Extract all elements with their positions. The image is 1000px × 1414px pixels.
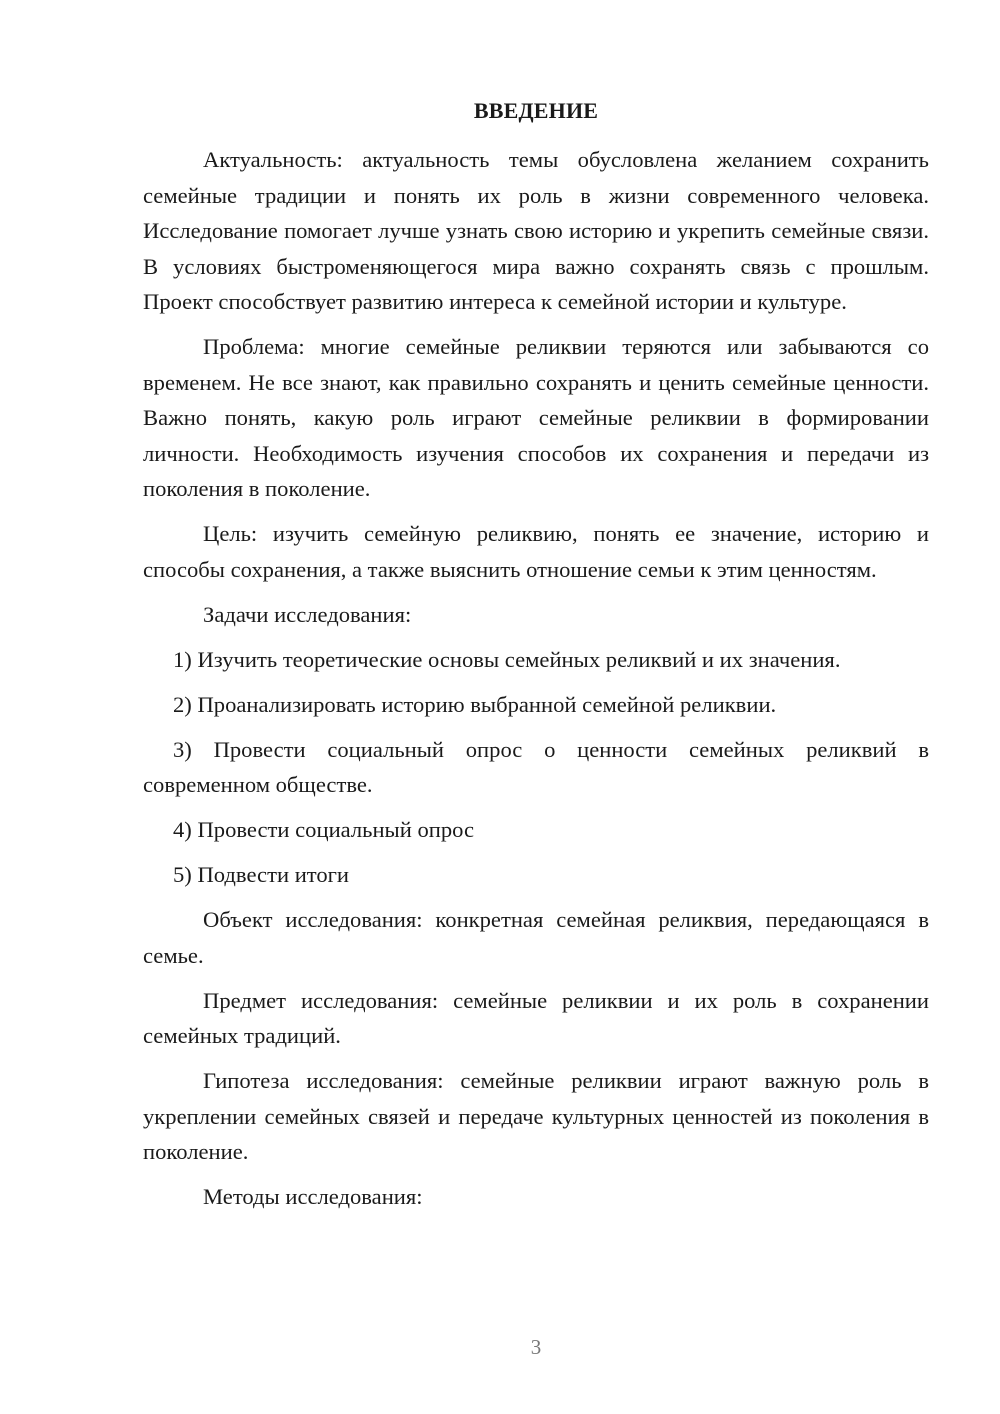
methods-heading: Методы исследования: xyxy=(203,1184,423,1209)
paragraph-object: Объект исследования: конкретная семейная реликвия, передающаяся в семье. xyxy=(143,907,929,968)
task-item-1: 1) Изучить теоретические основы семейных реликвий и их значения. xyxy=(173,646,841,672)
page-title: ВВЕДЕНИЕ xyxy=(473,98,599,123)
task-item-4: 4) Провести социальный опрос xyxy=(173,817,475,842)
task-item-3: 3) Провести социальный опрос о ценности семейных реликвий в современном обществе. xyxy=(143,736,929,797)
task-item-2: 2) Проанализировать историю выбранной семейной реликвии. xyxy=(173,691,777,717)
paragraph-problem: Проблема: многие семейные реликвии теряются или забываются со временем. Не все знают, как правильно сохранять и ценить семейные ценности. Важно понять, какую роль играют семейные реликвии в формировании личности. Необходимость изучения способов их сохранения и передачи из поколения в поколение. xyxy=(143,334,929,501)
task-item-5: 5) Подвести итоги xyxy=(173,862,350,887)
document-body xyxy=(143,142,929,1224)
paragraph-hypothesis: Гипотеза исследования: семейные реликвии играют важную роль в укреплении семейных связей и передаче культурных ценностей из поколения в поколение. xyxy=(143,1068,929,1164)
paragraph-relevance: Актуальность: актуальность темы обусловлена желанием сохранить семейные традиции и понять их роль в жизни современного человека. Исследование помогает лучше узнать свою историю и укрепить семейные связи. В условиях быстроменяющегося мира важно сохранять связь с прошлым. Проект способствует развитию интереса к семейной истории и культуре. xyxy=(143,147,929,314)
paragraph-goal: Цель: изучить семейную реликвию, понять ее значение, историю и способы сохранения, а также выяснить отношение семьи к этим ценностям. xyxy=(143,521,929,582)
paragraph-subject: Предмет исследования: семейные реликвии и их роль в сохранении семейных традиций. xyxy=(143,987,929,1048)
page-number: 3 xyxy=(530,1335,542,1359)
tasks-heading: Задачи исследования: xyxy=(203,601,412,627)
